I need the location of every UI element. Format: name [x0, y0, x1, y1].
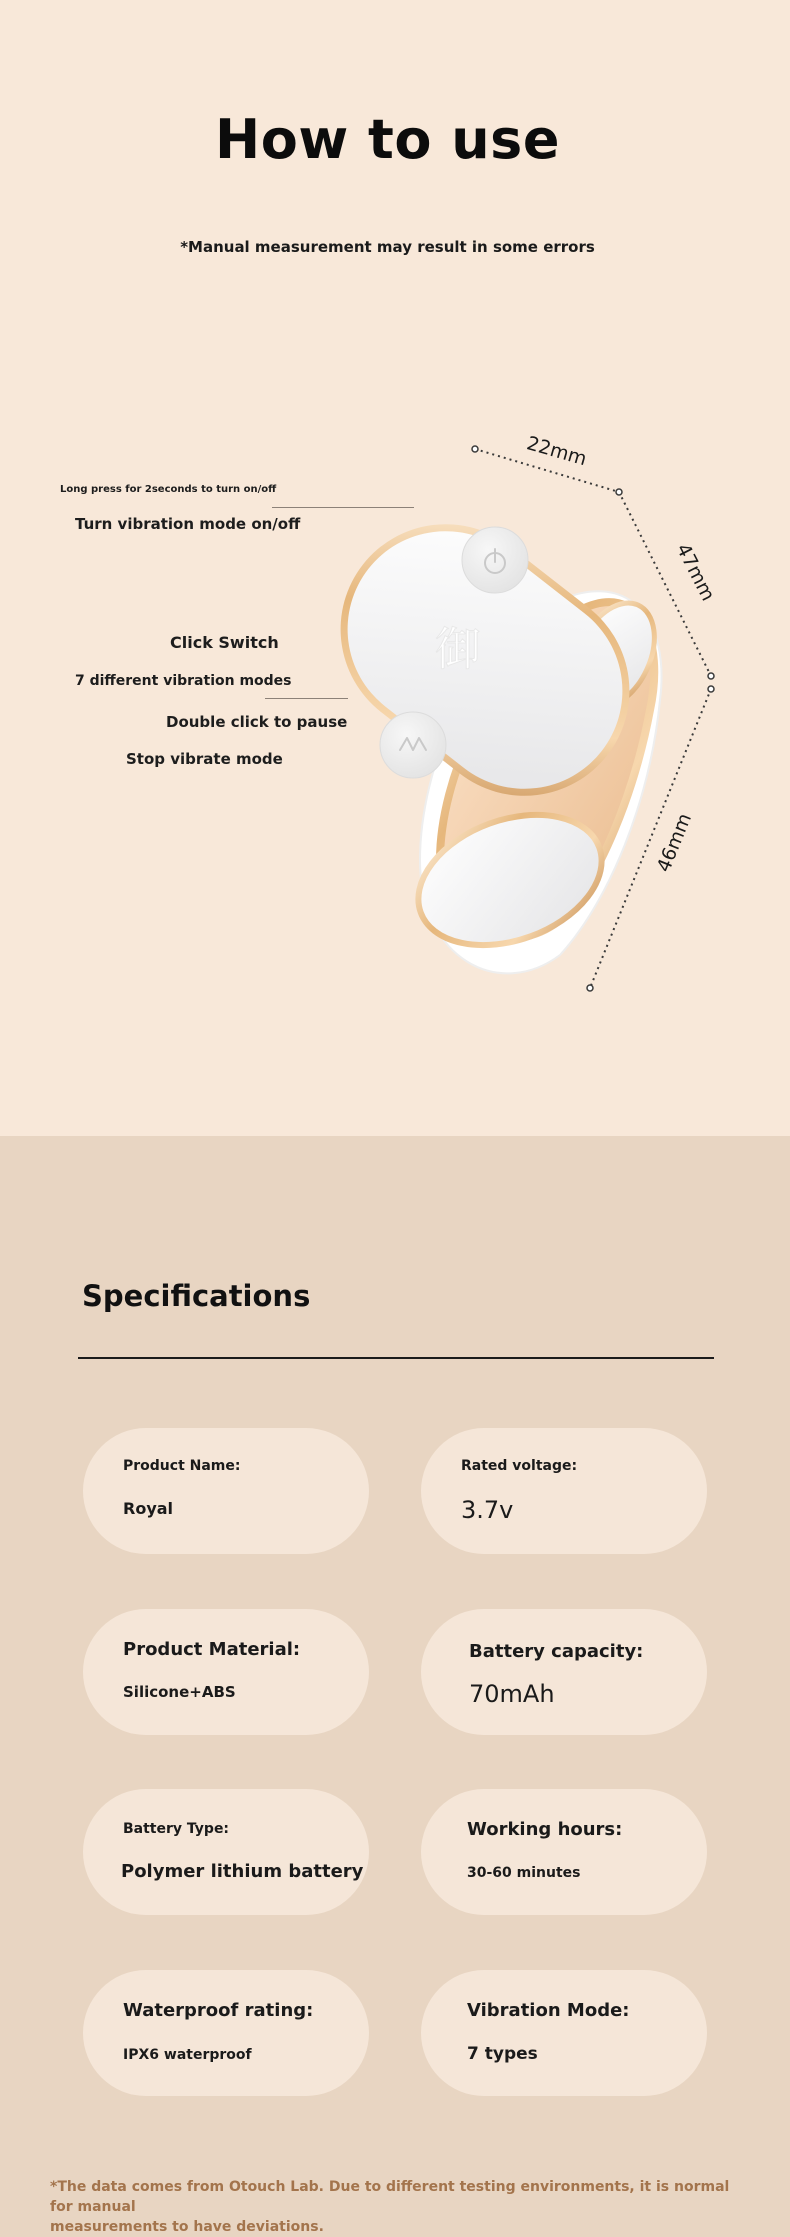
spec-label: Waterproof rating:	[123, 2000, 314, 2021]
spec-label: Battery capacity:	[469, 1641, 644, 1662]
spec-value: Royal	[123, 1499, 174, 1518]
spec-label: Product Name:	[123, 1458, 241, 1474]
spec-label: Working hours:	[467, 1819, 623, 1840]
spec-label: Product Material:	[123, 1639, 301, 1660]
spec-card-rated-voltage	[421, 1428, 707, 1554]
power-button	[462, 527, 528, 593]
modes-label: 7 different vibration modes	[75, 673, 292, 689]
footnote-line-2: measurements to have deviations.	[50, 2219, 324, 2235]
spec-label: Battery Type:	[123, 1821, 230, 1837]
page-title: How to use	[215, 108, 560, 171]
dimension-width: 22mm	[524, 432, 590, 471]
spec-label: Vibration Mode:	[467, 2000, 630, 2021]
spec-value: Polymer lithium battery	[121, 1861, 364, 1882]
spec-card-working-hours	[421, 1789, 707, 1915]
power-label: Turn vibration mode on/off	[75, 515, 301, 533]
dimension-height: 46mm	[652, 810, 697, 876]
specifications-divider	[78, 1357, 714, 1359]
spec-card-product-name	[83, 1428, 369, 1554]
specifications-title: Specifications	[82, 1279, 311, 1313]
spec-value: 7 types	[467, 2044, 538, 2064]
mode-button	[380, 712, 446, 778]
footnote-line-1: *The data comes from Otouch Lab. Due to different testing environments, it is normal for manual	[50, 2179, 730, 2215]
brand-logo-glyph: 御	[435, 622, 481, 676]
spec-label: Rated voltage:	[461, 1458, 578, 1474]
spec-value: 70mAh	[469, 1680, 555, 1708]
spec-value: IPX6 waterproof	[123, 2047, 252, 2063]
spec-card-battery-type	[83, 1789, 369, 1915]
spec-card-vibration-mode	[421, 1970, 707, 2096]
spec-card-waterproof-rating	[83, 1970, 369, 2096]
spec-card-battery-capacity	[421, 1609, 707, 1735]
double-click-label: Double click to pause	[166, 713, 348, 731]
measurement-note: *Manual measurement may result in some errors	[180, 238, 595, 256]
stop-label: Stop vibrate mode	[126, 750, 283, 768]
data-source-footnote	[50, 2177, 750, 2237]
spec-value: 3.7v	[461, 1496, 514, 1524]
click-switch-label: Click Switch	[170, 633, 279, 652]
spec-value: Silicone+ABS	[123, 1683, 236, 1701]
spec-card-product-material	[83, 1609, 369, 1735]
power-hint: Long press for 2seconds to turn on/off	[60, 484, 277, 495]
dimension-length: 47mm	[671, 540, 720, 605]
spec-value: 30-60 minutes	[467, 1865, 581, 1881]
